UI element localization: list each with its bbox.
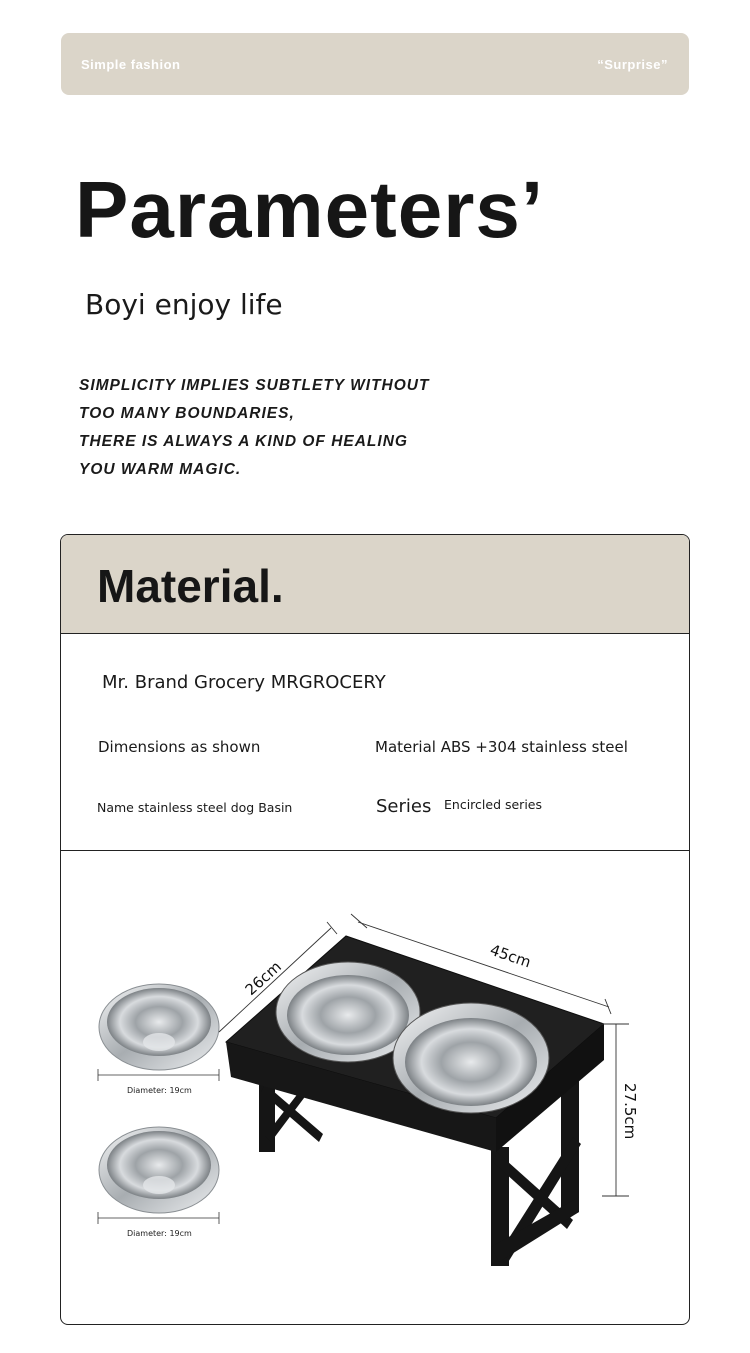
dimensions-text: Dimensions as shown xyxy=(98,738,261,756)
quote-line: TOO MANY BOUNDARIES, xyxy=(79,405,295,422)
material-text: Material ABS +304 stainless steel xyxy=(375,738,628,756)
bowl-1-diameter-label: Diameter: 19cm xyxy=(127,1086,192,1095)
material-header xyxy=(61,535,689,634)
page-title: Parameters’ xyxy=(75,165,545,254)
banner-right-text: “Surprise” xyxy=(597,56,668,72)
quote-line: SIMPLICITY IMPLIES SUBTLETY WITHOUT xyxy=(79,377,430,394)
loose-bowl-1 xyxy=(98,984,219,1081)
material-title: Material. xyxy=(97,560,284,612)
quote-line: THERE IS ALWAYS A KIND OF HEALING xyxy=(79,433,408,450)
depth-dimension-label: 26cm xyxy=(241,957,285,999)
top-banner xyxy=(61,33,689,95)
bowl-2-diameter-label: Diameter: 19cm xyxy=(127,1229,192,1238)
material-panel xyxy=(60,534,690,1325)
quote-line: YOU WARM MAGIC. xyxy=(79,461,242,478)
page-subtitle: Boyi enjoy life xyxy=(85,288,283,321)
product-illustration xyxy=(61,852,689,1325)
elevated-bowl-stand xyxy=(226,936,604,1266)
series-label: Series xyxy=(376,796,432,817)
product-illustration-svg xyxy=(61,852,689,1324)
product-name-text: Name stainless steel dog Basin xyxy=(97,800,293,815)
height-dimension-label: 27.5cm xyxy=(621,1083,639,1140)
banner-left-text: Simple fashion xyxy=(81,56,181,72)
width-dimension-label: 45cm xyxy=(487,940,534,972)
quote-block xyxy=(79,372,429,484)
loose-bowl-2 xyxy=(98,1127,219,1224)
parameters-section xyxy=(61,635,689,851)
brand-text: Mr. Brand Grocery MRGROCERY xyxy=(102,672,386,693)
series-value: Encircled series xyxy=(444,797,542,812)
